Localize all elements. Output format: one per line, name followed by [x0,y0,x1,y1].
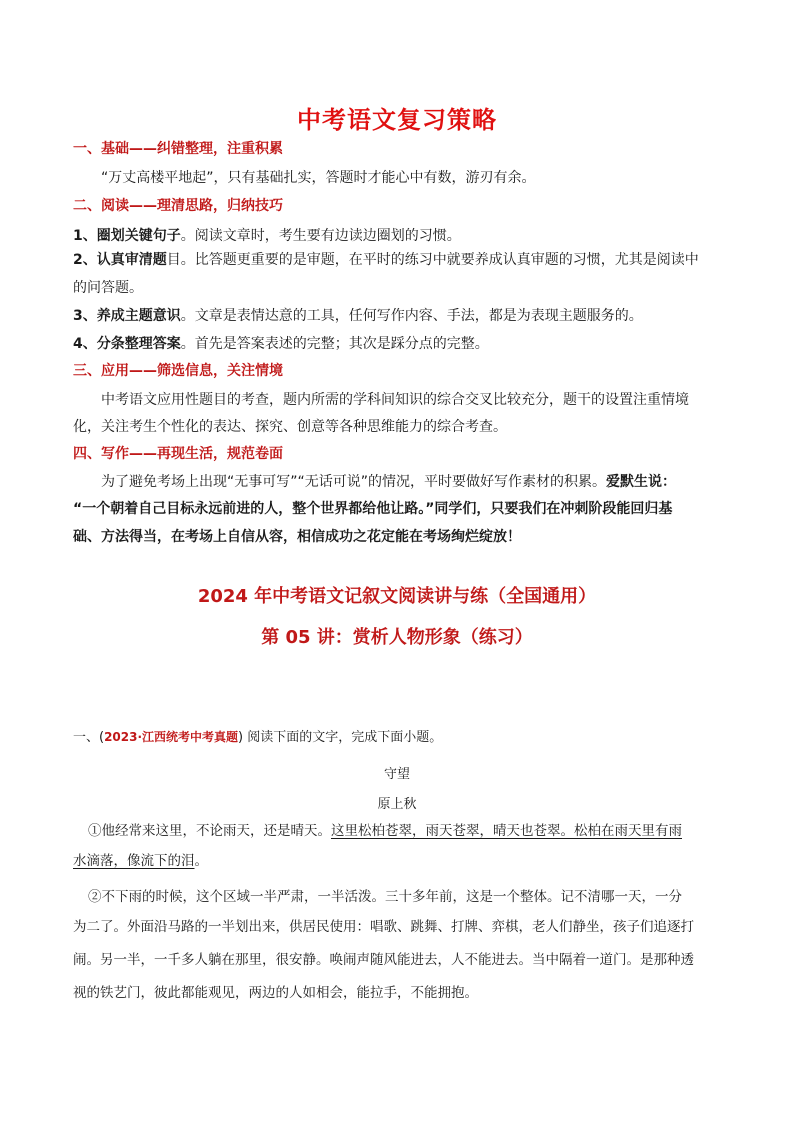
paragraph-1-line-1 [88,821,723,841]
p1-text-a: ①他经常来这里，不论雨天，还是晴天。 [88,823,331,839]
section-2-item-4 [73,334,723,354]
exercise-instruction [73,727,723,748]
item-1-keyword: 1、圈划关键句子 [73,228,181,244]
p1-end: 。 [194,853,208,869]
exercise-prefix: 一、( [73,730,105,745]
section-2-item-1 [73,226,723,246]
section-4-heading: 四、写作——再现生活，规范卷面 [73,446,283,462]
section-3-body-line-1: 中考语文应用性题目的考查，题内所需的学科间知识的综合交叉比较充分，题干的设置注重情境 [101,392,689,408]
section-1-body: “万丈高楼平地起”，只有基础扎实，答题时才能心中有数，游刃有余。 [101,170,536,186]
article-author: 原上秋 [377,797,417,812]
lesson-subtitle: 第 05 讲：赏析人物形象（练习） [261,627,533,648]
section-1-heading: 一、基础——纠错整理，注重积累 [73,141,283,157]
item-1-text: 。阅读文章时，考生要有边读边圈划的习惯。 [180,228,461,244]
paragraph-2-line-2: 为二了。外面沿马路的一半划出来，供居民使用：唱歌、跳舞、打牌、弈棋，老人们静坐，孩子们追逐打 [73,919,694,935]
section-3-body-line-2: 化，关注考生个性化的表达、探究、创意等各种思维能力的综合考查。 [73,419,507,435]
section-2-item-2-cont: 的问答题。 [73,280,143,296]
item-4-text: 。首先是答案表述的完整；其次是踩分点的完整。 [180,336,489,352]
article-title: 守望 [383,767,410,782]
section-4-body-line-2: “一个朝着自己目标永远前进的人，整个世界都给他让路。”同学们，只要我们在冲刺阶段能回归基 [73,501,673,517]
lesson-title: 2024 年中考语文记叙文阅读讲与练（全国通用） [197,586,597,607]
item-2-text: 目。比答题更重要的是审题，在平时的练习中就要养成认真审题的习惯，尤其是阅读中 [166,252,699,268]
section-4-body-line-3: 础、方法得当，在考场上自信从容，相信成功之花定能在考场绚烂绽放！ [73,529,521,545]
page-title: 中考语文复习策略 [297,106,497,134]
paragraph-2-line-4: 视的铁艺门，彼此都能观见，两边的人如相会，能拉手，不能拥抱。 [73,985,478,1001]
p1-underlined-cont: 水滴落，像流下的泪 [73,853,195,869]
paragraph-1-line-2 [73,851,723,871]
section-4-body-text: 为了避免考场上出现“无事可写”“无话可说”的情况，平时要做好写作素材的积累。 [101,474,607,490]
item-4-keyword: 4、分条整理答案 [73,336,181,352]
section-2-heading: 二、阅读——理清思路，归纳技巧 [73,198,283,214]
paragraph-2-line-1: ②不下雨的时候，这个区域一半严肃，一半活泼。三十多年前，这是一个整体。记不清哪一天，一分 [88,889,682,905]
section-2-item-3 [73,306,723,326]
exercise-suffix: ) 阅读下面的文字，完成下面小题。 [238,730,443,745]
item-3-keyword: 3、养成主题意识 [73,308,181,324]
section-4-quote-lead: 爱默生说： [606,474,677,490]
paragraph-2-line-3: 闹。另一半，一千多人躺在那里，很安静。唤闹声随风能进去，人不能进去。当中隔着一道门。是那种透 [73,952,694,968]
item-3-text: 。文章是表情达意的工具，任何写作内容、手法，都是为表现主题服务的。 [180,308,643,324]
item-2-keyword: 2、认真审清题 [73,252,167,268]
exercise-source: 2023·江西统考中考真题 [104,730,239,744]
p1-underlined: 这里松柏苍翠，雨天苍翠，晴天也苍翠。松柏在雨天里有雨 [331,823,682,839]
section-2-item-2 [73,250,723,270]
section-4-body-line-1 [101,472,723,492]
section-3-heading: 三、应用——筛选信息，关注情境 [73,363,283,379]
